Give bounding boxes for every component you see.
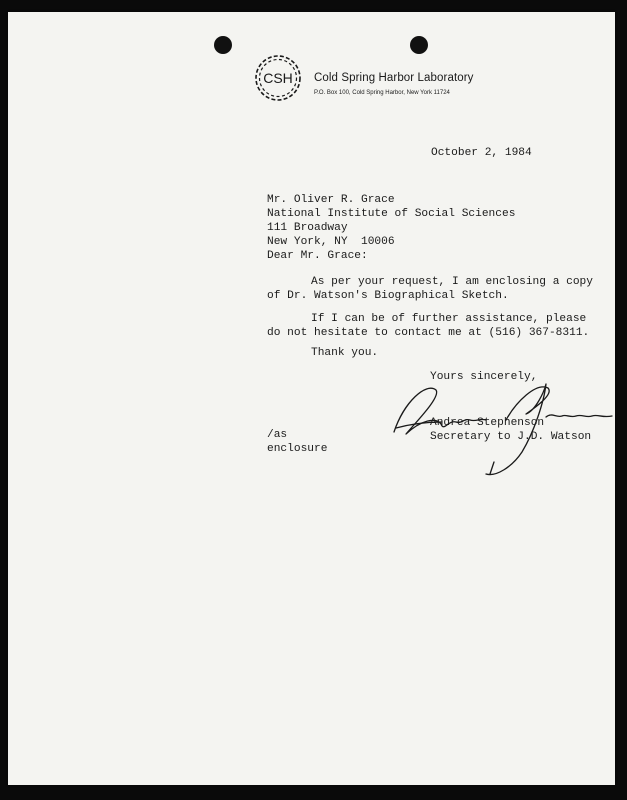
salutation: Dear Mr. Grace: (267, 250, 368, 262)
recipient-name: Mr. Oliver R. Grace (267, 194, 395, 206)
recipient-street: 111 Broadway (267, 222, 348, 234)
paragraph-2 (267, 312, 589, 340)
logo-text: CSH (263, 70, 293, 86)
letter-page (8, 12, 615, 785)
recipient-city: New York, NY 10006 (267, 236, 395, 248)
signer-title: Secretary to J.D. Watson (430, 431, 592, 443)
thanks-line: Thank you. (311, 347, 379, 359)
closing: Yours sincerely, (430, 371, 538, 383)
organization-address: P.O. Box 100, Cold Spring Harbor, New York 11724 (314, 90, 450, 96)
typist-initials: /as (267, 429, 288, 441)
organization-name: Cold Spring Harbor Laboratory (314, 72, 474, 84)
punch-hole-left (214, 36, 232, 54)
signer-name: Andrea Stephenson (430, 417, 545, 429)
paragraph-1 (267, 275, 593, 303)
letter-date: October 2, 1984 (431, 147, 532, 159)
recipient-organization: National Institute of Social Sciences (267, 208, 516, 220)
paragraph-1-line-2: of Dr. Watson's Biographical Sketch. (267, 290, 509, 302)
csh-logo (248, 48, 308, 108)
paragraph-2-line-1: If I can be of further assistance, please (311, 313, 587, 325)
csh-logo-icon (248, 48, 308, 108)
enclosure-note: enclosure (267, 443, 328, 455)
paragraph-1-line-1: As per your request, I am enclosing a copy (311, 276, 593, 288)
recipient-address-block (267, 193, 515, 249)
punch-hole-right (410, 36, 428, 54)
paragraph-2-line-2: do not hesitate to contact me at (516) 367-8311. (267, 327, 590, 339)
